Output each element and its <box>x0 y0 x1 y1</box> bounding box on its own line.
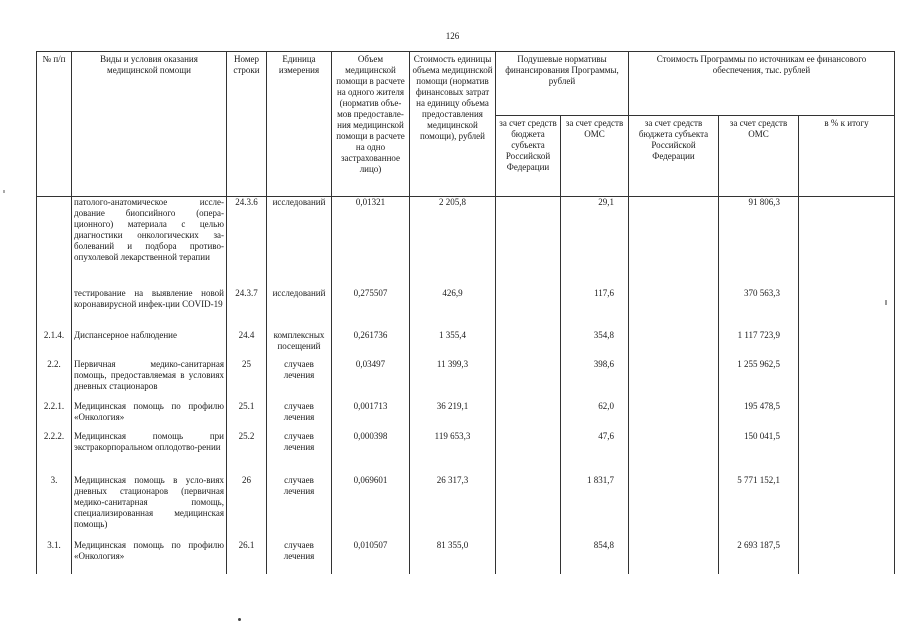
cell-pc-budget <box>496 288 561 330</box>
cell-pc-budget <box>496 401 561 431</box>
cell-unit: комплексных посещений <box>267 330 332 359</box>
cell-name: тестирование на выявление новой коронавирусной инфек-ции COVID-19 <box>72 288 227 330</box>
cell-pct <box>799 197 895 288</box>
cell-name: Медицинская помощь в усло-виях дневных стационаров (первичная медико-санитарная помощь, специализированная медицинская помощь) <box>72 475 227 540</box>
cell-unit: случаев лечения <box>267 401 332 431</box>
cell-unit: случаев лечения <box>267 540 332 574</box>
cell-name: Медицинская помощь по профилю «Онкология» <box>72 540 227 574</box>
cell-prog-budget <box>629 431 719 475</box>
cell-unit: случаев лечения <box>267 359 332 401</box>
cell-volume: 0,069601 <box>332 475 410 540</box>
header-pc-oms: за счет средств ОМС <box>561 116 629 197</box>
cell-name: Первичная медико-санитарная помощь, предоставляемая в условиях дневных стационаров <box>72 359 227 401</box>
cell-pct <box>799 431 895 475</box>
cell-num <box>37 197 72 288</box>
cell-volume: 0,03497 <box>332 359 410 401</box>
header-row-no: Номер строки <box>227 52 267 197</box>
scan-speck <box>885 300 887 305</box>
cell-unit: случаев лечения <box>267 431 332 475</box>
cell-pc-oms: 29,1 <box>561 197 629 288</box>
header-type: Виды и условия оказания медицинской помощи <box>72 52 227 197</box>
cell-pc-budget <box>496 330 561 359</box>
cell-name: Диспансерное наблюдение <box>72 330 227 359</box>
table-row <box>37 540 895 574</box>
cell-cost: 119 653,3 <box>410 431 496 475</box>
cell-unit: случаев лечения <box>267 475 332 540</box>
cell-row-no: 24.3.6 <box>227 197 267 288</box>
cell-cost: 26 317,3 <box>410 475 496 540</box>
cell-prog-budget <box>629 330 719 359</box>
cell-cost: 1 355,4 <box>410 330 496 359</box>
cell-pc-budget <box>496 475 561 540</box>
cell-pc-oms: 854,8 <box>561 540 629 574</box>
cell-num <box>37 288 72 330</box>
cell-prog-oms: 2 693 187,5 <box>719 540 799 574</box>
table-row <box>37 431 895 475</box>
cell-row-no: 25.2 <box>227 431 267 475</box>
header-prog-budget: за счет средств бюджета субъекта Российской Федерации <box>629 116 719 197</box>
cell-volume: 0,261736 <box>332 330 410 359</box>
cell-name: Медицинская помощь по профилю «Онкология» <box>72 401 227 431</box>
header-volume: Объем медицинской помощи в расчете на одного жителя (норматив объе-мов предоставле-ния медицинской помощи в расчете на одно застрахованное лицо) <box>332 52 410 197</box>
cell-pct <box>799 401 895 431</box>
table-row <box>37 401 895 431</box>
cell-prog-oms: 5 771 152,1 <box>719 475 799 540</box>
cell-pct <box>799 359 895 401</box>
cell-num: 2.2.1. <box>37 401 72 431</box>
cell-prog-budget <box>629 475 719 540</box>
cell-row-no: 26.1 <box>227 540 267 574</box>
cell-pct <box>799 475 895 540</box>
cell-volume: 0,010507 <box>332 540 410 574</box>
cell-cost: 81 355,0 <box>410 540 496 574</box>
cell-row-no: 26 <box>227 475 267 540</box>
cell-row-no: 25 <box>227 359 267 401</box>
cell-pct <box>799 330 895 359</box>
table-row <box>37 475 895 540</box>
header-unit: Единица измерения <box>267 52 332 197</box>
cell-volume: 0,275507 <box>332 288 410 330</box>
scan-speck <box>3 190 5 193</box>
cell-prog-budget <box>629 197 719 288</box>
cell-prog-oms: 91 806,3 <box>719 197 799 288</box>
scan-speck <box>238 618 241 621</box>
cell-num: 2.2.2. <box>37 431 72 475</box>
cell-num: 2.1.4. <box>37 330 72 359</box>
header-num: № п/п <box>37 52 72 197</box>
cell-cost: 2 205,8 <box>410 197 496 288</box>
cell-row-no: 24.4 <box>227 330 267 359</box>
cell-volume: 0,01321 <box>332 197 410 288</box>
cell-pc-oms: 1 831,7 <box>561 475 629 540</box>
page-number: 126 <box>445 31 460 41</box>
cell-unit: исследований <box>267 288 332 330</box>
table-row <box>37 359 895 401</box>
cell-prog-budget <box>629 288 719 330</box>
header-cost: Стоимость единицы объема медицинской помощи (норматив финансовых затрат на единицу объема предоставления медицинской помощи), рублей <box>410 52 496 197</box>
cell-name: патолого-анатомическое иссле-дование биопсийного (опера-ционного) материала с целью диагностики онкологических за-болеваний и подбора противо-опухолевой лекарственной терапии <box>72 197 227 288</box>
cell-prog-budget <box>629 401 719 431</box>
table-row <box>37 288 895 330</box>
header-program-cost: Стоимость Программы по источникам ее финансового обеспечения, тыс. рублей <box>629 52 895 116</box>
cell-pc-budget <box>496 197 561 288</box>
cell-prog-oms: 1 117 723,9 <box>719 330 799 359</box>
cell-row-no: 25.1 <box>227 401 267 431</box>
cell-prog-oms: 1 255 962,5 <box>719 359 799 401</box>
cell-pc-budget <box>496 431 561 475</box>
cell-prog-oms: 370 563,3 <box>719 288 799 330</box>
cell-volume: 0,000398 <box>332 431 410 475</box>
header-pc-budget: за счет средств бюджета субъекта Российской Федерации <box>496 116 561 197</box>
header-prog-pct: в % к итогу <box>799 116 895 197</box>
cell-volume: 0,001713 <box>332 401 410 431</box>
cell-pc-oms: 47,6 <box>561 431 629 475</box>
cell-pc-oms: 117,6 <box>561 288 629 330</box>
cell-pc-oms: 398,6 <box>561 359 629 401</box>
cell-num: 3. <box>37 475 72 540</box>
cell-pc-oms: 354,8 <box>561 330 629 359</box>
header-prog-oms: за счет средств ОМС <box>719 116 799 197</box>
cell-row-no: 24.3.7 <box>227 288 267 330</box>
cell-prog-oms: 195 478,5 <box>719 401 799 431</box>
cell-unit: исследований <box>267 197 332 288</box>
cell-prog-oms: 150 041,5 <box>719 431 799 475</box>
table-row <box>37 197 895 288</box>
header-per-capita: Подушевые нормативы финансирования Программы, рублей <box>496 52 629 116</box>
cell-prog-budget <box>629 359 719 401</box>
cell-num: 2.2. <box>37 359 72 401</box>
program-cost-table <box>36 51 895 574</box>
cell-cost: 11 399,3 <box>410 359 496 401</box>
cell-cost: 36 219,1 <box>410 401 496 431</box>
cell-pct <box>799 288 895 330</box>
cell-pc-oms: 62,0 <box>561 401 629 431</box>
cell-pc-budget <box>496 359 561 401</box>
cell-num: 3.1. <box>37 540 72 574</box>
cell-pc-budget <box>496 540 561 574</box>
cell-pct <box>799 540 895 574</box>
table-row <box>37 330 895 359</box>
cell-name: Медицинская помощь при экстракорпоральном оплодотво-рении <box>72 431 227 475</box>
cell-cost: 426,9 <box>410 288 496 330</box>
cell-prog-budget <box>629 540 719 574</box>
